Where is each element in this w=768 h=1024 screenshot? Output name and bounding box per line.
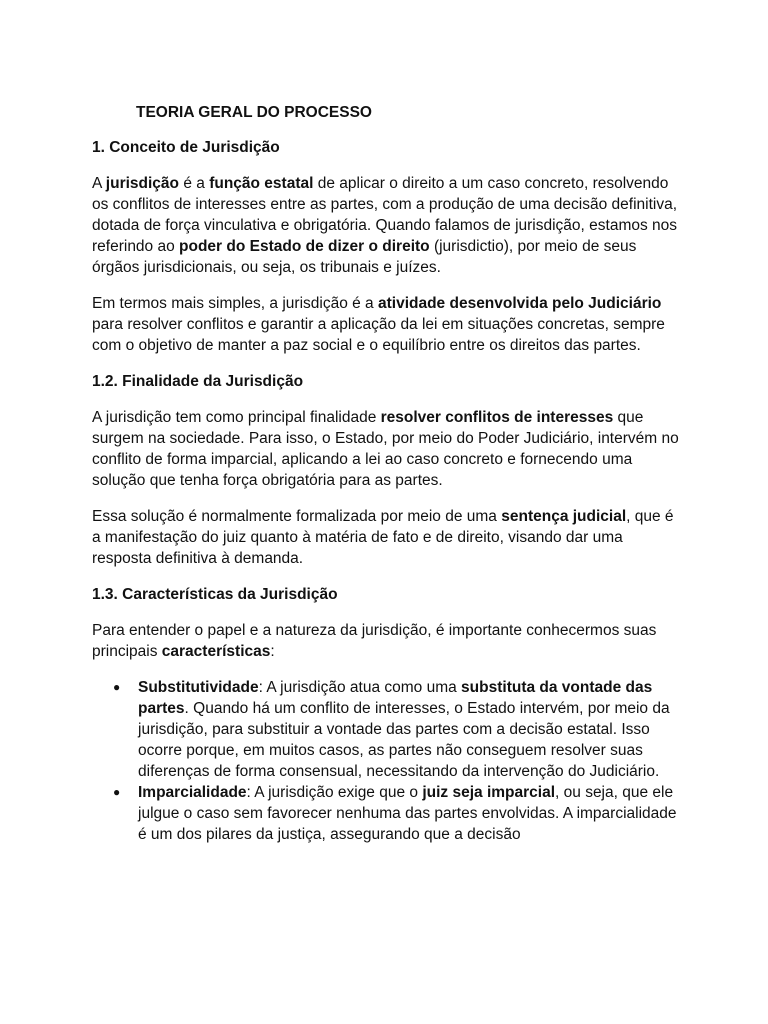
- text-run: Essa solução é normalmente formalizada por meio de uma: [92, 508, 502, 525]
- text-run: (jurisdictio), por meio de seus órgãos jurisdicionais, ou seja, os tribunais e juízes.: [92, 238, 637, 276]
- bold-text: jurisdição: [105, 175, 180, 192]
- bold-text: substituta da vontade das partes: [138, 679, 653, 717]
- text-run: Em termos mais simples, a jurisdição é a: [92, 295, 378, 312]
- bullet-icon: ●: [113, 680, 121, 694]
- bold-text: Substitutividade: [138, 679, 259, 696]
- text-run: de aplicar o direito a um caso concreto, resolvendo os conflitos de interesses entre as partes, com a produção de uma decisão definitiva, dotada de força vinculativa e obrigatória. Quando falamos de jurisdição, estamos nos referindo ao: [92, 175, 678, 255]
- characteristics-list: [92, 677, 682, 845]
- bullet-icon: ●: [113, 785, 121, 799]
- text-run: : A jurisdição exige que o: [246, 784, 423, 801]
- document-title: TEORIA GERAL DO PROCESSO: [136, 104, 372, 121]
- text-run: para resolver conflitos e garantir a aplicação da lei em situações concretas, sempre com o objetivo de manter a paz social e o equilíbrio entre os direitos das partes.: [92, 316, 665, 354]
- text-run: é a: [179, 175, 210, 192]
- section-heading-conceito: 1. Conceito de Jurisdição: [92, 139, 280, 156]
- list-item-text: [138, 679, 670, 780]
- bold-text: atividade desenvolvida pelo Judiciário: [377, 295, 662, 312]
- bold-text: resolver conflitos de interesses: [380, 409, 614, 426]
- text-run: , ou seja, que ele julgue o caso sem favorecer nenhuma das partes envolvidas. A imparcialidade é um dos pilares da justiça, assegurando que a decisão: [138, 784, 677, 843]
- bold-text: juiz seja imparcial: [422, 784, 556, 801]
- list-item-imparcialidade: [113, 782, 682, 845]
- text-run: que surgem na sociedade. Para isso, o Estado, por meio do Poder Judiciário, intervém no conflito de forma imparcial, aplicando a lei ao caso concreto e fornecendo uma solução que tenha força obrigatória para as partes.: [92, 409, 679, 489]
- text-run: . Quando há um conflito de interesses, o Estado intervém, por meio da jurisdição, para substituir a vontade das partes com a decisão estatal. Isso ocorre porque, em muitos casos, as partes não conseguem resolver suas diferenças de forma consensual, necessitando da intervenção do Judiciário.: [138, 700, 670, 780]
- paragraph: [92, 506, 682, 569]
- paragraph: [92, 293, 682, 356]
- text-run: Para entender o papel e a natureza da jurisdição, é importante conhecermos suas principais: [92, 622, 657, 660]
- bold-text: função estatal: [209, 175, 314, 192]
- text-run: , que é a manifestação do juiz quanto à matéria de fato e de direito, visando dar uma resposta definitiva à demanda.: [92, 508, 674, 567]
- paragraph: [92, 173, 682, 278]
- list-item-substitutividade: [113, 677, 682, 782]
- bold-text: poder do Estado de dizer o direito: [179, 238, 430, 255]
- text-run: A: [92, 175, 106, 192]
- text-run: :: [270, 643, 275, 660]
- section-heading-caracteristicas: 1.3. Características da Jurisdição: [92, 586, 338, 603]
- bold-text: características: [161, 643, 271, 660]
- text-run: : A jurisdição atua como uma: [258, 679, 462, 696]
- section-heading-finalidade: 1.2. Finalidade da Jurisdição: [92, 373, 304, 390]
- paragraph: [92, 407, 682, 491]
- bold-text: sentença judicial: [501, 508, 627, 525]
- paragraph: [92, 620, 682, 662]
- list-item-text: [138, 784, 677, 843]
- bold-text: Imparcialidade: [138, 784, 247, 801]
- text-run: A jurisdição tem como principal finalidade: [92, 409, 381, 426]
